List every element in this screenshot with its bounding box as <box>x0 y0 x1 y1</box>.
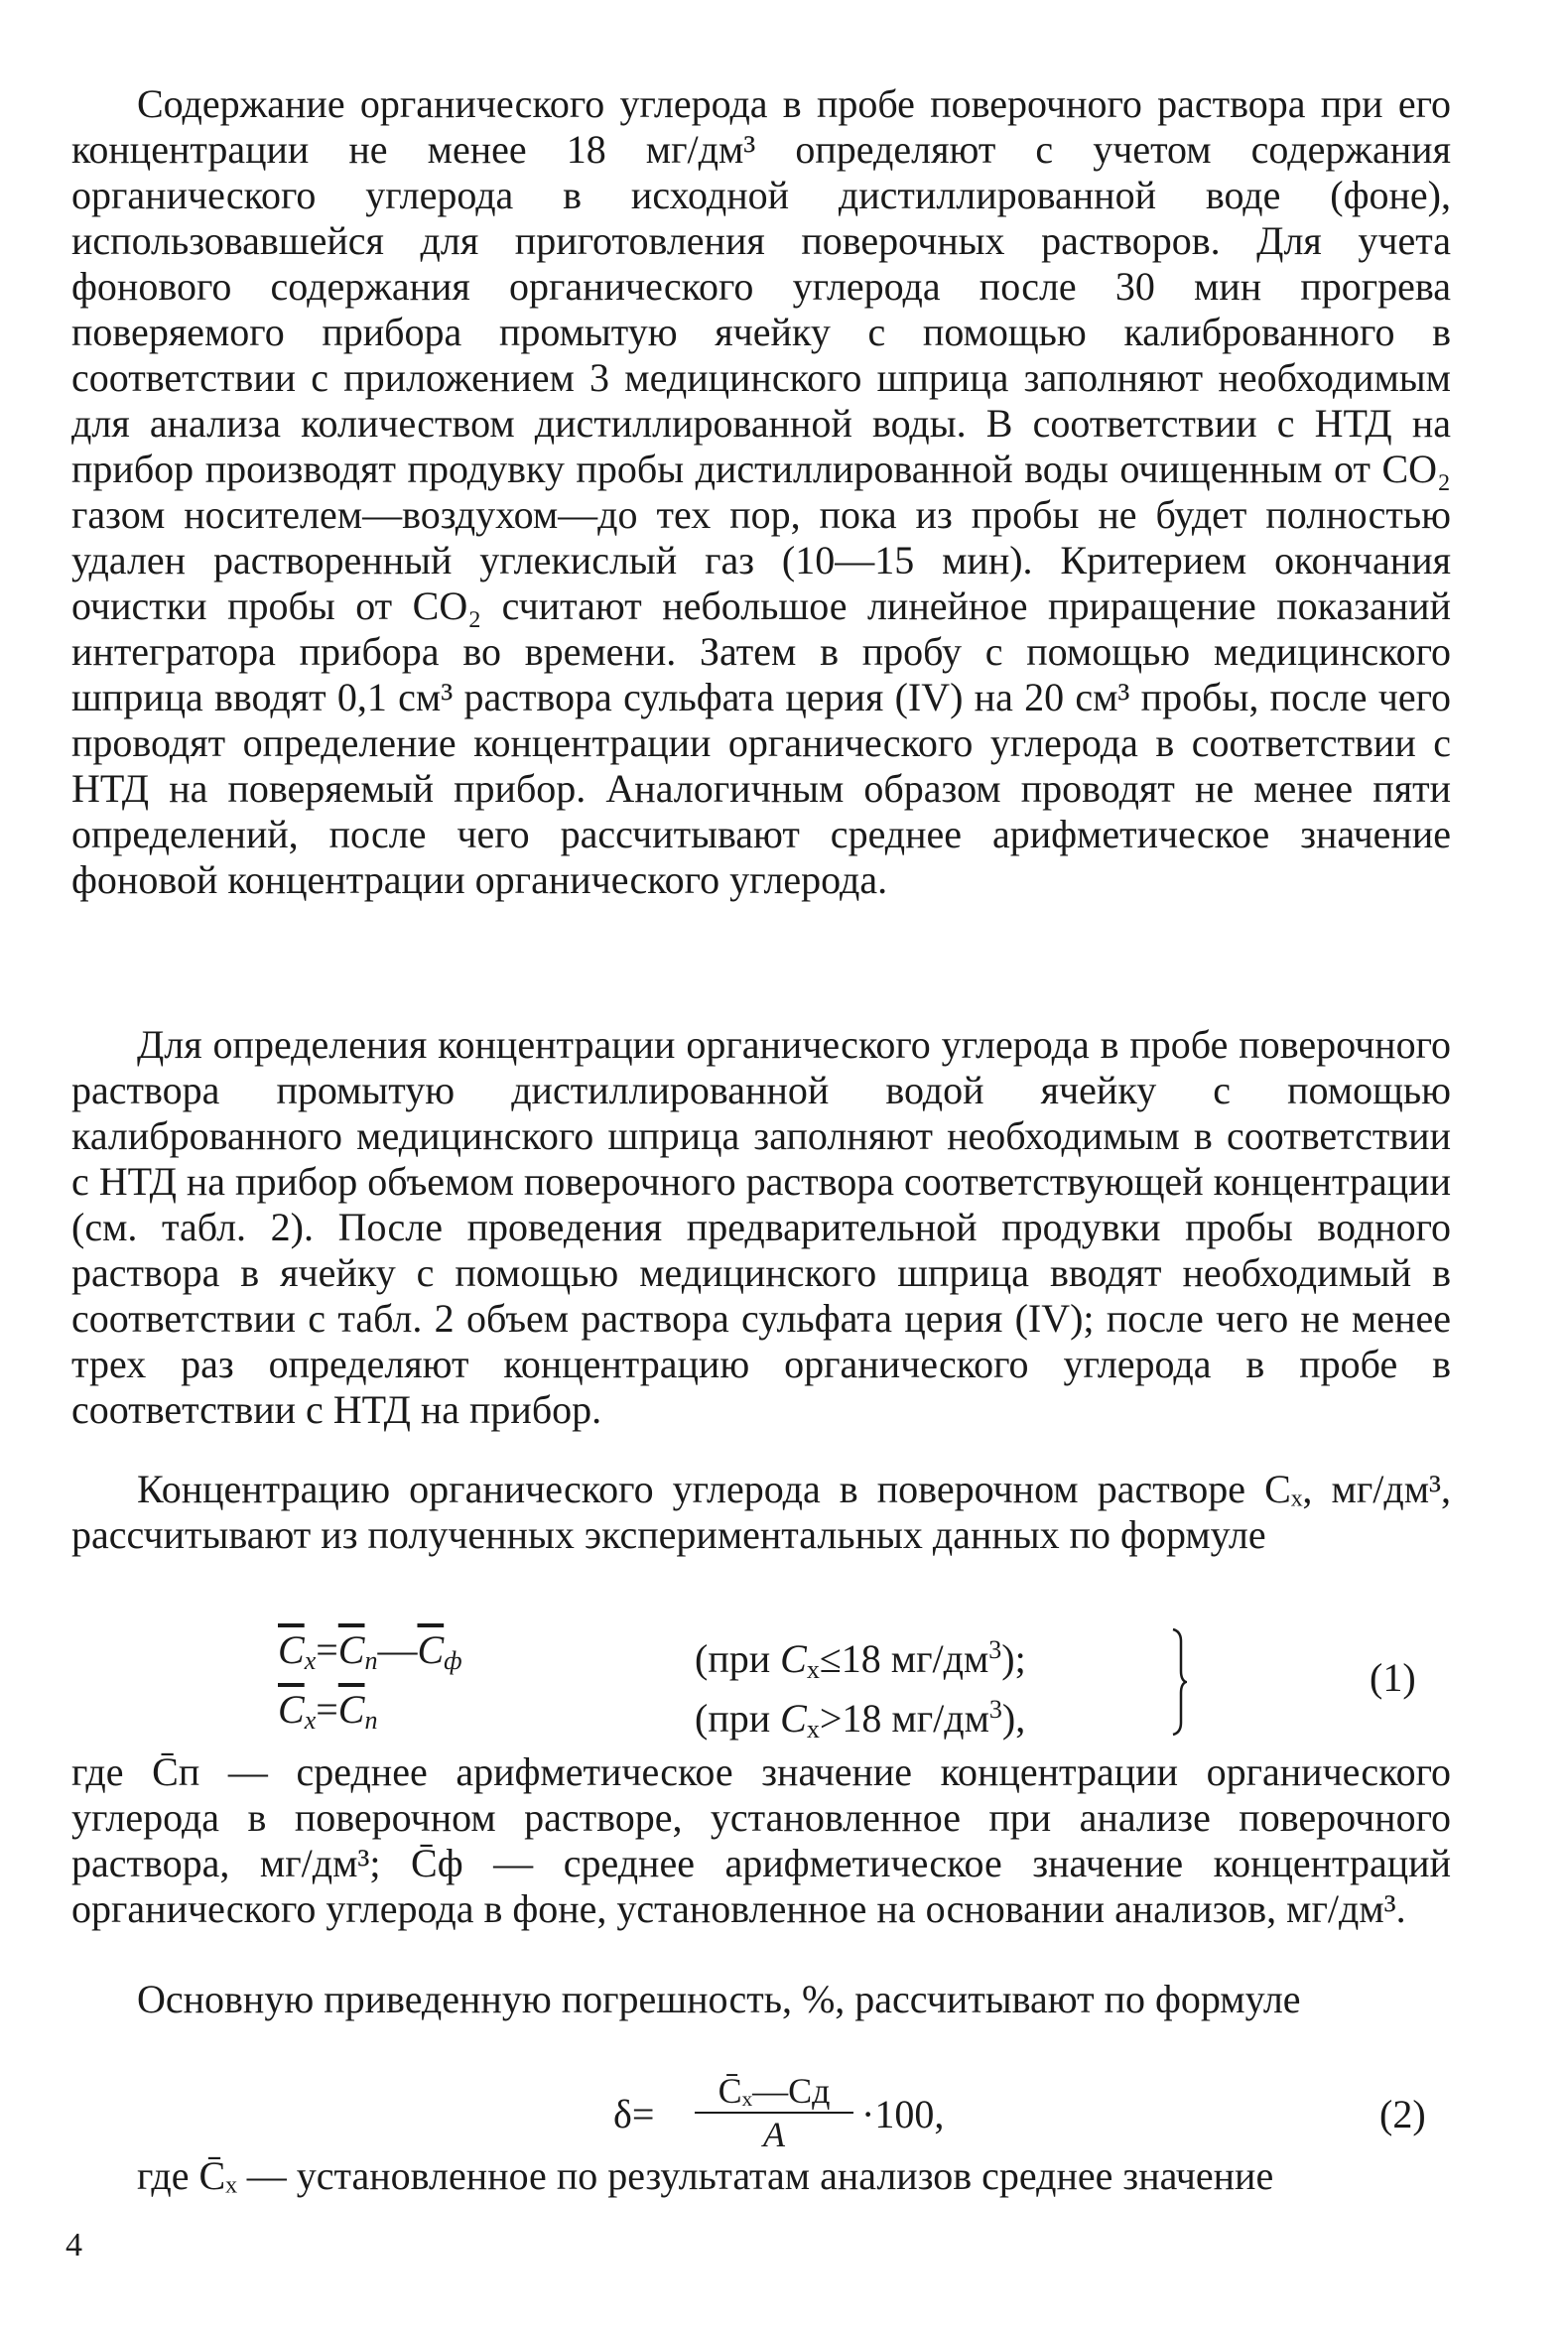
paragraph-text: Для определения концентрации органического углерода в пробе поверочного раствора промытую дистиллированной водой ячейку с помощью калиброванного медицинского шприца заполняют необходимым в соответствии с НТД на прибор объемом поверочного раствора соответствующей концентрации (см. табл. 2). После проведения предварительной продувки пробы водного раствора в ячейку с помощью медицинского шприца вводят необходимый в соответствии с табл. 2 объем раствора сульфата церия (IV); после чего не менее трех раз определяют концентрацию органического углерода в пробе в соответствии с НТД на прибор. <box>71 1022 1451 1432</box>
formula-2-fraction <box>695 2070 853 2155</box>
formula-1-row-2-condition: (при $C_x>18$ $мг/дм^3$), <box>695 1695 1026 1744</box>
formula-1-row-2-expression: $\overline{C}_x=\overline{C}_п$ <box>278 1687 378 1735</box>
formula-2-lhs: δ= <box>613 2092 655 2136</box>
paragraph-1 <box>71 81 1451 903</box>
formula-1-brace <box>1171 1627 1187 1737</box>
formula-2-number: (2) <box>1379 2092 1426 2136</box>
paragraph-5 <box>71 1977 1451 2022</box>
paragraph-text: Основную приведенную погрешность, %, рассчитывают по формуле <box>137 1977 1301 2021</box>
paragraph-2 <box>71 1022 1451 1433</box>
formula-2-numerator: C̄ₓ—Cд <box>695 2070 853 2114</box>
paragraph-text: где C̄п — среднее арифметическое значение концентрации органического углерода в поверочном растворе, установленное при анализе поверочного раствора, мг/дм³; C̄ф — среднее арифметическое значение концентраций органического углерода в фоне, установленное на основании анализов, мг/дм³. <box>71 1749 1451 1931</box>
paragraph-text: Концентрацию органического углерода в поверочном растворе Cₓ, мг/дм³, рассчитывают из полученных экспериментальных данных по формуле <box>71 1467 1451 1557</box>
formula-2-denominator: A <box>763 2115 785 2154</box>
paragraph-6 <box>71 2153 1451 2199</box>
paragraph-4 <box>71 1749 1451 1932</box>
formula-1-row-1-condition: (при $C_x\le 18$ $мг/дм^3$); <box>695 1635 1026 1684</box>
formula-2-tail: ·100, <box>861 2092 945 2136</box>
page-number: 4 <box>65 2227 82 2263</box>
paragraph-text: Содержание органического углерода в пробе поверочного раствора при его концентрации не менее 18 мг/дм³ определяют с учетом содержания органического углерода в исходной дистиллированной воде (фоне), использовавшейся для приготовления поверочных растворов. Для учета фонового содержания органического углерода после 30 мин прогрева поверяемого прибора промытую ячейку с помощью калиброванного в соответствии с приложением 3 медицинского шприца заполняют необходимым для анализа количеством дистиллированной воды. В соответствии с НТД на прибор производят продувку пробы дистиллированной воды очищенным от CO₂ газом носителем—воздухом—до тех пор, пока из пробы не будет полностью удален растворенный углекислый газ (10—15 мин). Критерием окончания очистки пробы от CO₂ считают небольшое линейное приращение показаний интегратора прибора во времени. Затем в пробу с помощью медицинского шприца вводят 0,1 см³ раствора сульфата церия (IV) на 20 см³ пробы, после чего проводят определение концентрации органического углерода в соответствии с НТД на поверяемый прибор. Аналогичным образом проводят не менее пяти определений, после чего рассчитывают среднее арифметическое значение фоновой концентрации органического углерода. <box>71 81 1451 902</box>
paragraph-text: где C̄ₓ — установленное по результатам анализов среднее значение <box>137 2153 1274 2198</box>
formula-1-number: (1) <box>1370 1655 1416 1700</box>
formula-1-row-1-expression: $\overline{C}_x=\overline{C}_п—\overline{C}_ф$ <box>278 1627 462 1675</box>
paragraph-3 <box>71 1467 1451 1558</box>
